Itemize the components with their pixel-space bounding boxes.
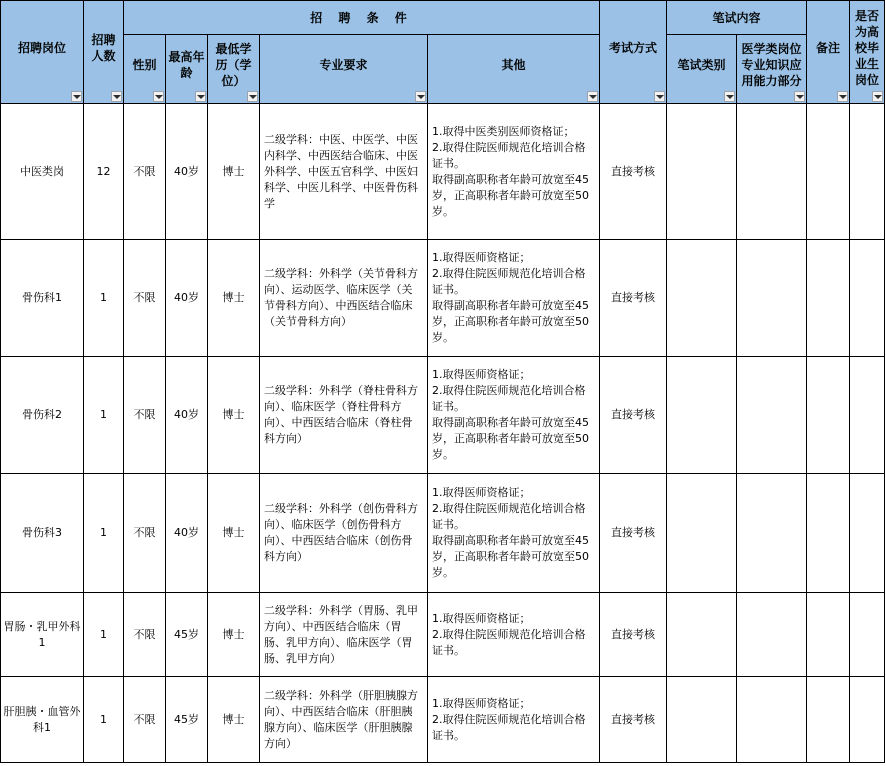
header-count: 招聘人数 — [84, 1, 124, 104]
cell-major: 二级学科：外科学（脊柱骨科方向）、临床医学（脊柱骨科方向）、中西医结合临床（脊柱骨科方向） — [260, 357, 428, 474]
cell-remark — [807, 104, 850, 240]
cell-graduate — [850, 474, 885, 593]
filter-dropdown-icon[interactable] — [71, 91, 82, 102]
cell-position: 胃肠・乳甲外科1 — [1, 593, 84, 677]
filter-dropdown-icon[interactable] — [587, 91, 598, 102]
cell-position: 骨伤科3 — [1, 474, 84, 593]
header-written: 笔试内容 — [667, 1, 807, 35]
cell-remark — [807, 593, 850, 677]
header-max-age: 最高年龄 — [166, 35, 208, 104]
cell-medical-part — [737, 593, 807, 677]
header-written-type: 笔试类别 — [667, 35, 737, 104]
header-position: 招聘岗位 — [1, 1, 84, 104]
cell-written-type — [667, 593, 737, 677]
cell-position: 中医类岗 — [1, 104, 84, 240]
cell-count: 12 — [84, 104, 124, 240]
cell-edu: 博士 — [208, 357, 260, 474]
cell-exam: 直接考核 — [600, 357, 667, 474]
cell-position: 骨伤科1 — [1, 240, 84, 357]
cell-medical-part — [737, 677, 807, 763]
cell-gender: 不限 — [124, 104, 166, 240]
table-row — [1, 240, 885, 357]
table-body — [1, 104, 885, 763]
table-row — [1, 104, 885, 240]
cell-graduate — [850, 104, 885, 240]
cell-exam: 直接考核 — [600, 677, 667, 763]
cell-position: 骨伤科2 — [1, 357, 84, 474]
cell-exam: 直接考核 — [600, 104, 667, 240]
cell-edu: 博士 — [208, 474, 260, 593]
filter-dropdown-icon[interactable] — [794, 91, 805, 102]
table-row — [1, 474, 885, 593]
cell-age: 40岁 — [166, 474, 208, 593]
cell-medical-part — [737, 240, 807, 357]
table-row — [1, 357, 885, 474]
cell-graduate — [850, 677, 885, 763]
header-conditions: 招 聘 条 件 — [124, 1, 600, 35]
filter-dropdown-icon[interactable] — [872, 91, 883, 102]
cell-other: 1.取得医师资格证； 2.取得住院医师规范化培训合格证书。 — [428, 593, 600, 677]
cell-medical-part — [737, 357, 807, 474]
filter-dropdown-icon[interactable] — [153, 91, 164, 102]
header-remark: 备注 — [807, 1, 850, 104]
cell-graduate — [850, 240, 885, 357]
cell-count: 1 — [84, 474, 124, 593]
cell-age: 45岁 — [166, 593, 208, 677]
cell-age: 40岁 — [166, 104, 208, 240]
cell-remark — [807, 357, 850, 474]
table-row — [1, 677, 885, 763]
header-other: 其他 — [428, 35, 600, 104]
cell-other: 1.取得医师资格证； 2.取得住院医师规范化培训合格证书。 取得副高职称者年龄可放宽至45岁，正高职称者年龄可放宽至50岁。 — [428, 357, 600, 474]
filter-dropdown-icon[interactable] — [247, 91, 258, 102]
cell-major: 二级学科：外科学（关节骨科方向）、运动医学、临床医学（关节骨科方向）、中西医结合临床（关节骨科方向） — [260, 240, 428, 357]
cell-written-type — [667, 357, 737, 474]
cell-written-type — [667, 677, 737, 763]
cell-gender: 不限 — [124, 677, 166, 763]
table-row — [1, 593, 885, 677]
cell-gender: 不限 — [124, 474, 166, 593]
cell-major: 二级学科：外科学（肝胆胰腺方向）、中西医结合临床（肝胆胰腺方向）、临床医学（肝胆胰腺方向） — [260, 677, 428, 763]
cell-major: 二级学科：中医、中医学、中医内科学、中西医结合临床、中医外科学、中医五官科学、中医妇科学、中医儿科学、中医骨伤科学 — [260, 104, 428, 240]
filter-dropdown-icon[interactable] — [837, 91, 848, 102]
filter-dropdown-icon[interactable] — [724, 91, 735, 102]
cell-major: 二级学科：外科学（创伤骨科方向）、临床医学（创伤骨科方向）、中西医结合临床（创伤骨科方向） — [260, 474, 428, 593]
cell-written-type — [667, 240, 737, 357]
filter-dropdown-icon[interactable] — [111, 91, 122, 102]
cell-gender: 不限 — [124, 593, 166, 677]
cell-major: 二级学科：外科学（胃肠、乳甲方向）、中西医结合临床（胃肠、乳甲方向）、临床医学（胃肠、乳甲方向） — [260, 593, 428, 677]
cell-gender: 不限 — [124, 357, 166, 474]
header-exam-method: 考试方式 — [600, 1, 667, 104]
cell-age: 40岁 — [166, 357, 208, 474]
cell-count: 1 — [84, 593, 124, 677]
cell-medical-part — [737, 104, 807, 240]
header-min-edu: 最低学历（学位） — [208, 35, 260, 104]
cell-written-type — [667, 104, 737, 240]
cell-graduate — [850, 593, 885, 677]
cell-count: 1 — [84, 677, 124, 763]
cell-position: 肝胆胰・血管外科1 — [1, 677, 84, 763]
filter-dropdown-icon[interactable] — [654, 91, 665, 102]
cell-medical-part — [737, 474, 807, 593]
cell-count: 1 — [84, 240, 124, 357]
cell-edu: 博士 — [208, 677, 260, 763]
cell-other: 1.取得医师资格证； 2.取得住院医师规范化培训合格证书。 取得副高职称者年龄可放宽至45岁，正高职称者年龄可放宽至50岁。 — [428, 240, 600, 357]
filter-dropdown-icon[interactable] — [195, 91, 206, 102]
cell-remark — [807, 677, 850, 763]
cell-other: 1.取得医师资格证； 2.取得住院医师规范化培训合格证书。 取得副高职称者年龄可放宽至45岁，正高职称者年龄可放宽至50岁。 — [428, 474, 600, 593]
header-major: 专业要求 — [260, 35, 428, 104]
cell-count: 1 — [84, 357, 124, 474]
cell-exam: 直接考核 — [600, 593, 667, 677]
cell-exam: 直接考核 — [600, 474, 667, 593]
filter-dropdown-icon[interactable] — [415, 91, 426, 102]
cell-other: 1.取得医师资格证； 2.取得住院医师规范化培训合格证书。 — [428, 677, 600, 763]
cell-remark — [807, 474, 850, 593]
cell-remark — [807, 240, 850, 357]
header-gender: 性别 — [124, 35, 166, 104]
header-graduate: 是否为高校毕业生岗位 — [850, 1, 885, 104]
cell-other: 1.取得中医类别医师资格证； 2.取得住院医师规范化培训合格证书。 取得副高职称者年龄可放宽至45岁，正高职称者年龄可放宽至50岁。 — [428, 104, 600, 240]
cell-graduate — [850, 357, 885, 474]
cell-written-type — [667, 474, 737, 593]
cell-age: 40岁 — [166, 240, 208, 357]
cell-age: 45岁 — [166, 677, 208, 763]
cell-edu: 博士 — [208, 593, 260, 677]
cell-exam: 直接考核 — [600, 240, 667, 357]
cell-gender: 不限 — [124, 240, 166, 357]
header-medical-part: 医学类岗位专业知识应用能力部分 — [737, 35, 807, 104]
cell-edu: 博士 — [208, 104, 260, 240]
cell-edu: 博士 — [208, 240, 260, 357]
